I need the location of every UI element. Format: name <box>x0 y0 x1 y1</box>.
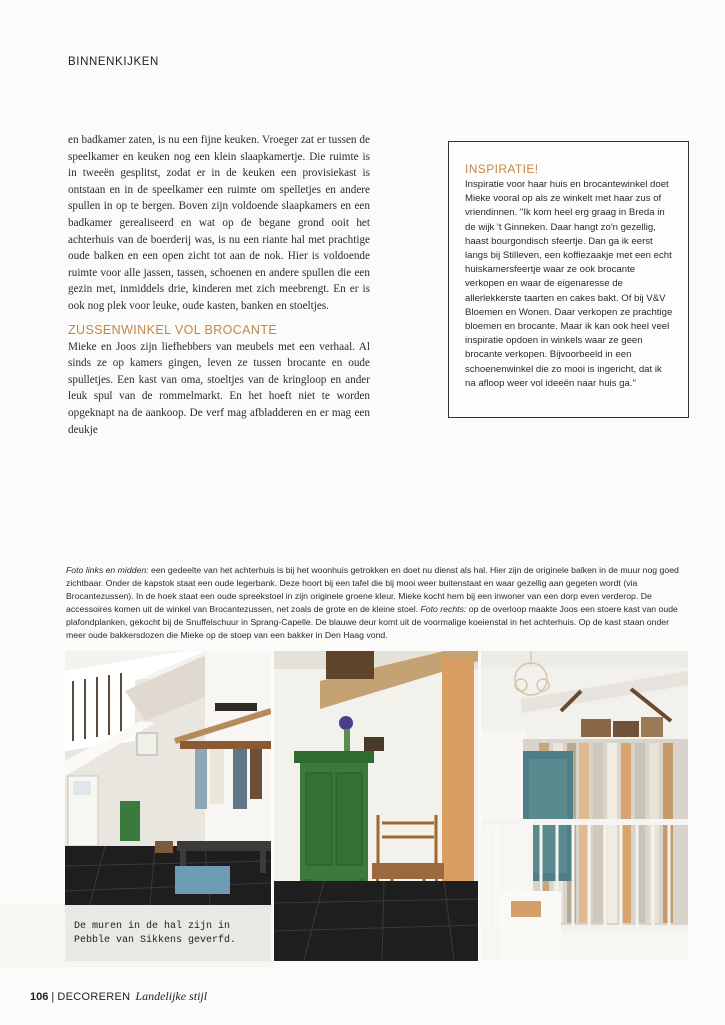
photo-caption <box>66 564 688 643</box>
inspiration-sidebar <box>448 141 689 418</box>
landing-cabinet-photo <box>481 651 688 961</box>
page-footer <box>30 989 207 1004</box>
photo-note-line: De muren in de hal zijn in <box>74 921 231 932</box>
page-number: 106 <box>30 991 49 1003</box>
article-subheading: ZUSSENWINKEL VOL BROCANTE <box>68 322 278 337</box>
inspiration-title: INSPIRATIE! <box>465 162 539 176</box>
photo-note <box>0 905 272 967</box>
footer-separator: | <box>51 991 55 1003</box>
caption-text: een gedeelte van het achterhuis is bij het woonhuis getrokken en doet nu dienst als hal. Hier zijn de originele balken in de muur nog goed zichtbaar. Onder de kapstok staat een oude legerbank. Deze hoort bij een tafel die bij mooi weer buitenstaat en waar gezellig aan gegeten wordt (via Brocantezussen). In de hoek staat een oude spreekstoel in zijn originele groene kleur. Mieke kocht hem bij een inwoner van een dorp even verderop. De accessoires komen uit de winkel van Brocantezussen, net zoals de grote en de kleine stoel. <box>66 565 679 615</box>
caption-label: Foto links en midden: <box>66 565 149 575</box>
article-body <box>68 132 370 438</box>
photo-note-line: Pebble van Sikkens geverfd. <box>74 935 237 946</box>
caption-label: Foto rechts: <box>420 604 467 615</box>
magazine-name: DECOREREN <box>57 991 131 1003</box>
caption-text: op de overloop maakte Joos een stoere kast van oude plafondplanken, gekocht bij de Snuffelschuur in Sprang-Capelle. De blauwe deur komt uit de voormalige koeienstal in het achterhuis. Op de kast staan onder meer oude bakkersdozen die Mieke op de stoep van een bakker in Den Haag vond. <box>66 604 678 641</box>
magazine-edition: Landelijke stijl <box>135 989 208 1003</box>
green-cabinet-photo <box>274 651 478 961</box>
article-paragraph: Mieke en Joos zijn liefhebbers van meubels met een verhaal. Al sinds ze op kamers gingen, leven ze tussen brocante en oude spulletjes. Een kast van oma, stoeltjes van de kringloop en ander leuk spul van de rommelmarkt. En het hoeft niet te worden opgeknapt na de aankoop. De verf mag afbladderen en er mag een deukje <box>68 340 370 436</box>
inspiration-text: Inspiratie voor haar huis en brocantewinkel doet Mieke vooral op als ze winkelt met haar zus of vriendinnen. "Ik kom heel erg graag in Breda in de wijk 't Ginneken. Daar hangt zo'n gezellig, haast bourgondisch sfeertje. Dan ga ik eerst langs bij Stilleven, een koffiezaakje met een echt huiskamersfeertje waar ze ook brocante verkopen en waar de eigenaresse de allerlekkerste taarten en cakes bakt. Of bij V&V Bloemen en Wonen. Daar verkopen ze prachtige bloemen en brocante. Maar ik kan ook heel veel inspiratie opdoen in winkels waar ze geen brocante verkopen. Bijvoorbeeld in een schoenenwinkel die zo mooi is ingericht, dat ik na afloop weer vol ideeën naar huis ga." <box>465 179 673 389</box>
article-paragraph: en badkamer zaten, is nu een fijne keuken. Vroeger zat er tussen de speelkamer en keuken nog een klein slaapkamertje. Die ruimte is in tweeën gesplitst, zodat er in de keuken een provisiekast is ontstaan en in de speelkamer een ruimte om spelletjes en andere spullen in op te bergen. Boven zijn voldoende slaapkamers en een badkamer gerealiseerd en wat op de begane grond ooit het achterhuis van de boerderij was, is nu een riante hal met prachtige oude balken en een open zicht tot aan de nok. Hier is voldoende ruimte voor alle jassen, tassen, schoenen en andere spullen die een gezin met, inmiddels drie, kinderen met zich meebrengt. En er is ook nog plek voor leuke, oude kasten, banken en stoeltjes. <box>68 134 370 312</box>
section-label: BINNENKIJKEN <box>68 56 159 68</box>
